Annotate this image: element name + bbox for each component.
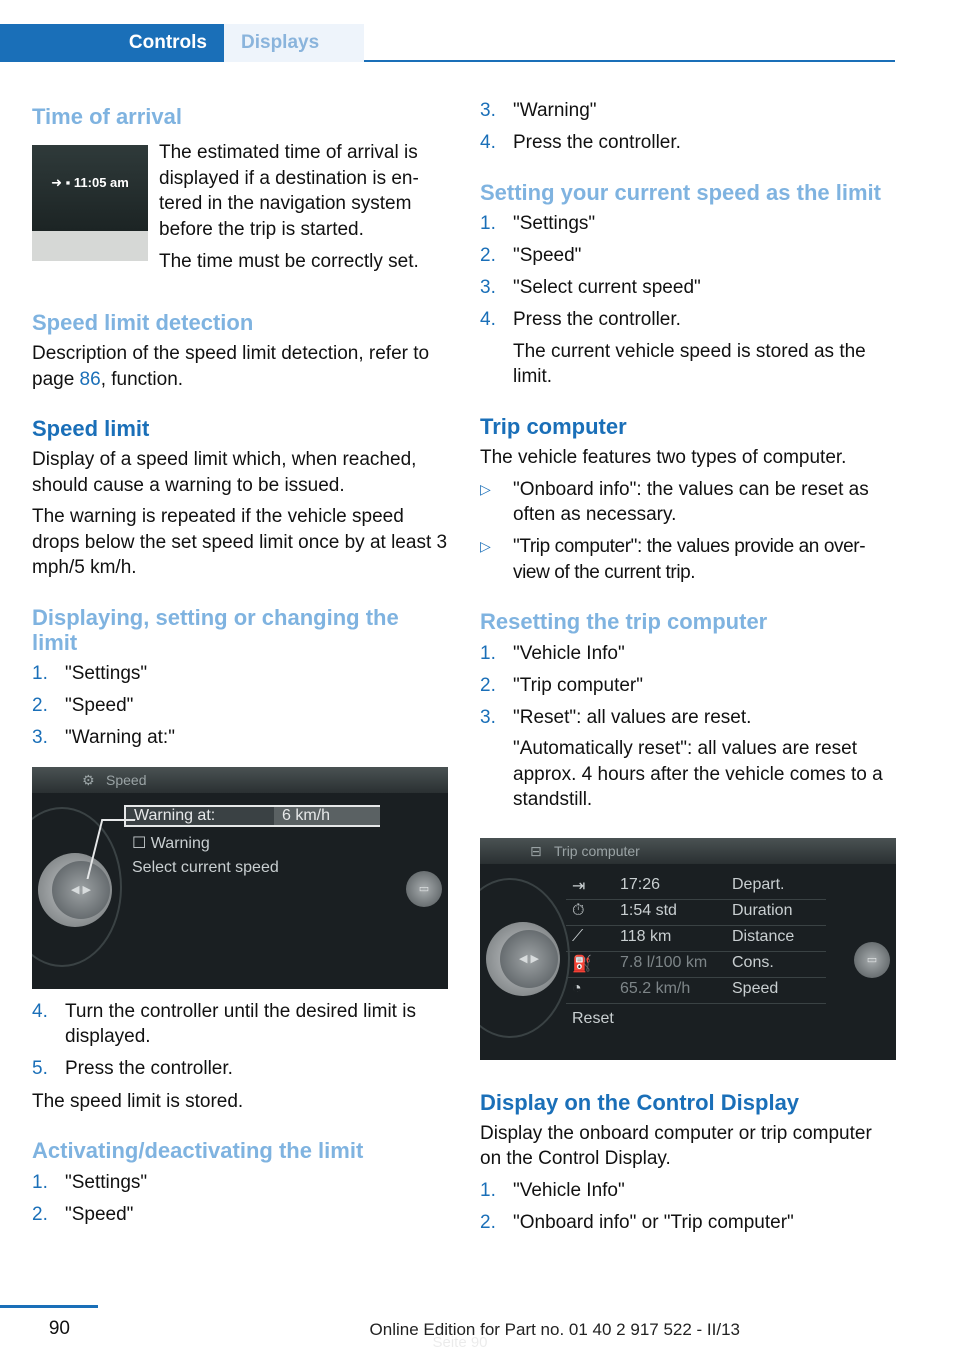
table-row: ⏱ 1:54 std Duration xyxy=(566,900,826,926)
select-current-speed-item: Select current speed xyxy=(132,858,279,876)
list-item: 3. "Select current speed" xyxy=(480,277,701,298)
resetting-section xyxy=(480,609,898,1060)
tab-controls[interactable]: Controls xyxy=(0,24,224,62)
speedometer-icon: ◔ xyxy=(572,979,582,997)
list-item: 2. "Trip computer" xyxy=(480,674,643,696)
activating-limit-section xyxy=(32,1138,450,1227)
list-item: 2. "Speed" xyxy=(32,695,134,716)
list-item: ▷ "Trip computer": the values provide an over-view of the current trip. xyxy=(480,536,866,583)
list-item: 2. "Onboard info" or "Trip computer" xyxy=(480,1212,794,1233)
current-speed-section xyxy=(480,180,898,390)
resetting-steps xyxy=(480,641,898,813)
page-number: 90 xyxy=(48,1318,70,1339)
road-icon: ⟋ xyxy=(572,927,584,945)
reset-row[interactable] xyxy=(566,1004,826,1034)
screen-title: Speed xyxy=(106,771,147,788)
right-column xyxy=(480,100,898,1236)
trip-computer-icon: ⊟ xyxy=(530,842,542,859)
table-row: ⛽ 7.8 l/100 km Cons. xyxy=(566,952,826,978)
screen-title: Trip computer xyxy=(554,842,640,859)
checkbox-icon: ☐ xyxy=(132,834,147,852)
activating-steps xyxy=(32,1170,450,1228)
watermark: Seite 90 xyxy=(432,1334,488,1351)
departure-icon: ⇥ xyxy=(572,877,586,895)
trip-computer-section xyxy=(480,414,898,586)
list-item: 4. Press the controller. xyxy=(480,132,681,153)
trip-computer-text: The vehicle features two types of computer. xyxy=(480,446,847,468)
chapter-header xyxy=(0,24,895,62)
speed-limit-detection-heading: Speed limit detection xyxy=(32,310,254,335)
gear-icon: ⚙ xyxy=(82,771,95,788)
list-item: 2. "Speed" xyxy=(32,1203,134,1225)
controller-knob-icon: ◀ ▶ xyxy=(486,922,560,996)
reset-item: Reset xyxy=(572,1009,614,1027)
table-row: ◔ 65.2 km/h Speed xyxy=(566,978,826,1004)
time-of-arrival-image xyxy=(32,145,148,261)
trip-data-table xyxy=(566,874,826,1034)
page-link[interactable]: 86 xyxy=(79,368,101,390)
continued-steps xyxy=(480,98,898,156)
speed-settings-screen: ⚙ Speed ◀ ▶ ▭ Warning at: 6 km/h ☐ Warning Select current speed xyxy=(32,767,448,989)
list-item: 4. Press the controller. The current vehicle speed is stored as the limit. xyxy=(480,309,866,387)
table-row: ⟋ 118 km Distance xyxy=(566,926,826,952)
side-button-icon: ▭ xyxy=(854,942,890,978)
arrival-time-readout: ➜ ▪ 11:05 am xyxy=(51,175,129,190)
current-speed-heading: Setting your current speed as the limit xyxy=(480,179,881,205)
side-button-icon: ▭ xyxy=(406,871,442,907)
display-control-display-heading: Display on the Control Display xyxy=(480,1089,800,1115)
resetting-heading: Resetting the trip computer xyxy=(480,609,768,634)
list-item: 1. "Vehicle Info" xyxy=(480,642,625,664)
speed-limit-detection-section xyxy=(32,310,450,392)
list-item: 1. "Vehicle Info" xyxy=(480,1180,625,1201)
time-of-arrival-text: The estimated time of arrival is displayed if a destination is en-tered in the navigation system before the trip is started. xyxy=(159,142,419,240)
list-item: 1. "Settings" xyxy=(480,213,596,234)
time-of-arrival-note: The time must be correctly set. xyxy=(159,251,419,272)
time-of-arrival-section xyxy=(32,100,450,272)
speed-limit-warning-text: The warning is repeated if the vehicle speed drops below the set speed limit once by at least 3 mph/5 km/h. xyxy=(32,506,448,578)
activating-limit-heading: Activating/deactivating the limit xyxy=(32,1138,364,1163)
trip-computer-bullets xyxy=(480,477,898,586)
warning-at-row[interactable]: Warning at: 6 km/h xyxy=(124,805,380,827)
speed-limit-stored-text: The speed limit is stored. xyxy=(32,1090,244,1112)
trip-computer-heading: Trip computer xyxy=(480,413,627,439)
trip-computer-screen xyxy=(480,838,896,1060)
list-item: 4. Turn the controller until the desired limit is displayed. xyxy=(32,1000,416,1047)
triangle-bullet-icon: ▷ xyxy=(480,480,491,497)
speed-limit-heading: Speed limit xyxy=(32,416,150,441)
speed-limit-detection-text: Description of the speed limit detection, refer to page 86, function. xyxy=(32,343,430,390)
list-item: 1. "Settings" xyxy=(32,1171,148,1193)
display-control-display-steps xyxy=(480,1178,898,1236)
speed-limit-section xyxy=(32,416,450,581)
lock-icon: ▪ xyxy=(65,175,71,190)
list-item: 1. "Settings" xyxy=(32,663,148,684)
tab-displays[interactable]: Displays xyxy=(224,24,364,62)
displaying-limit-heading: Displaying, setting or changing the limit xyxy=(32,604,399,655)
fuel-pump-icon: ⛽ xyxy=(572,955,592,973)
current-speed-steps xyxy=(480,211,898,390)
triangle-bullet-icon: ▷ xyxy=(480,538,491,554)
time-of-arrival-heading: Time of arrival xyxy=(32,104,182,129)
displaying-steps-a xyxy=(32,661,450,751)
displaying-steps-b xyxy=(32,999,450,1082)
list-item: 3. "Reset": all values are reset. "Automatically reset": all values are reset approx. 4 hours after the vehicle comes to a standstill. xyxy=(480,706,883,810)
stopwatch-icon: ⏱ xyxy=(572,901,585,919)
list-item: 3. "Warning at:" xyxy=(32,727,175,748)
left-column xyxy=(32,100,450,1227)
footer-rule xyxy=(0,1305,98,1308)
list-item: 3. "Warning" xyxy=(480,100,597,121)
displaying-limit-section xyxy=(32,605,450,1115)
list-item: ▷ "Onboard info": the values can be reset as often as necessary. xyxy=(480,478,869,525)
edition-footer: Online Edition for Part no. 01 40 2 917 522 - II/13 xyxy=(369,1320,740,1339)
speed-limit-text: Display of a speed limit which, when reached, should cause a warning to be issued. xyxy=(32,449,417,496)
list-item: 5. Press the controller. xyxy=(32,1058,233,1079)
display-control-display-section xyxy=(480,1090,898,1236)
controller-knob-icon: ◀ ▶ xyxy=(38,853,112,927)
display-control-display-text: Display the onboard computer or trip computer on the Control Display. xyxy=(480,1122,872,1169)
table-row: ⇥ 17:26 Depart. xyxy=(566,874,826,900)
list-item: 2. "Speed" xyxy=(480,245,582,266)
arrow-icon: ➜ xyxy=(51,175,63,190)
